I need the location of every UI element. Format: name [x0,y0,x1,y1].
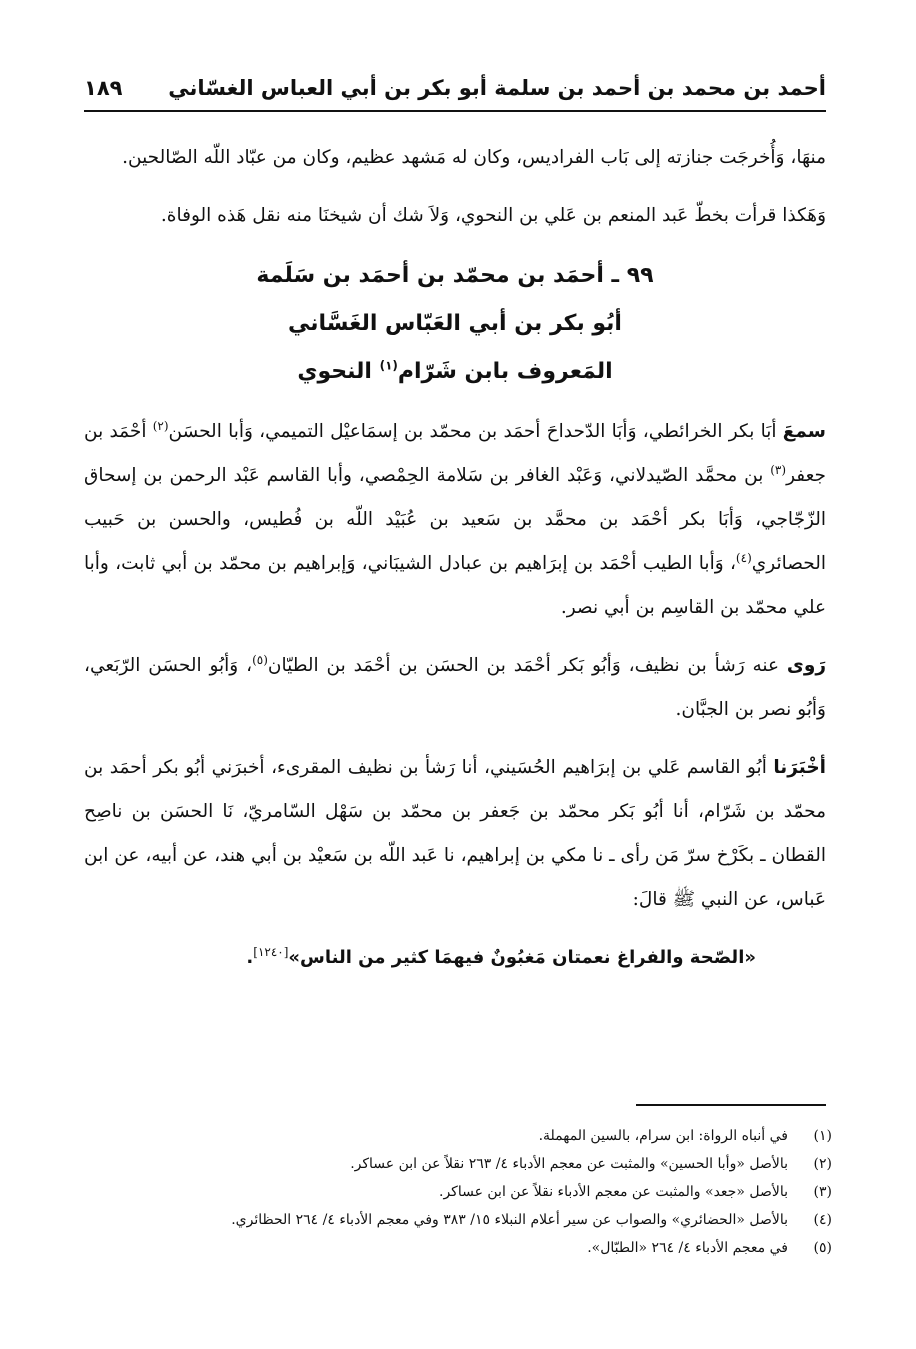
footnote-text: بالأصل «جعد» والمثبت عن معجم الأدباء نقلاً عن ابن عساكر. [439,1184,788,1200]
footnote-number: (٢) [813,1156,832,1172]
running-title: أحمد بن محمد بن أحمد بن سلمة أبو بكر بن أبي العباس الغسّاني [168,76,826,100]
footnotes [84,1122,832,1262]
hadith-text [84,936,826,980]
footnote-text: في أنباه الرواة: ابن سرام، بالسين المهملة. [538,1128,788,1144]
hadith-end: . [246,947,254,968]
entry-heading-line-1: ٩٩ ـ أحمَد بن محمّد بن أحمَد بن سَلَمة [256,263,654,288]
footnote-text: في معجم الأدباء ٤/ ٢٦٤ «الطبّال». [587,1240,788,1256]
paragraph-source-note: وَهَكذا قرأت بخطّ عَبد المنعم بن عَلي بن النحوي، وَلاَ شك أن شيخنَا منه نقل هَذه الوفاة. [160,205,826,226]
footnote-text: بالأصل «وأبا الحسين» والمثبت عن معجم الأدباء ٤/ ٢٦٣ نقلاً عن ابن عساكر. [350,1156,788,1172]
hadith-matn: «الصّحة والفراغ نعمتان مَغبُونٌ فيهمَا كثير من الناس» [288,947,756,968]
footnote [84,1150,832,1178]
entry-heading-line-3 [84,348,826,396]
paragraph-isnad [84,746,826,922]
rawa-text-2: ، وَأبُو الحسَن الرّبَعي، وَأبُو نصر بن الجبَّان. [84,655,826,720]
footnote-ref-2: (٢) [152,418,169,433]
paragraph-rawa [84,644,826,732]
footnote-number: (٣) [813,1184,832,1200]
entry-heading [84,252,826,396]
paragraph-burial: منهَا، وَأُخرجَت جنازته إلى بَاب الفراديس، وكان له مَشهد عظيم، وكان من عبّاد اللّه الصّالحين. [122,147,826,168]
rawa-text-1: عنه رَشأ بن نظيف، وَأبُو بَكر أحْمَد بن الحسَن بن أحْمَد بن الطيّان [267,655,787,676]
footnote [84,1234,832,1262]
footnote [84,1206,832,1234]
page-header [84,66,826,112]
footnote-ref-1: (١) [379,358,398,373]
sama-text-1: أبَا بكر الخرائطي، وَأبَا الدّحداحَ أحمَد بن محمّد بن إسمَاعيْل التميمي، وَأبا الحسَن [168,421,783,442]
footnote-number: (١) [813,1128,832,1144]
sama-text-4: ، وَأبا الطيب أحْمَد بن إبرَاهيم بن عبادل الشيبَاني، وَإبراهيم بن محمّد بن أبي ثابت، وأبا علي محمّد بن القاسِم بن أبي نصر. [84,553,826,618]
footnote-ref-4: (٤) [735,550,752,565]
main-text [84,136,826,994]
footnote-ref-3: (٣) [770,462,787,477]
footnote-divider [636,1104,826,1106]
paragraph-sama [84,410,826,630]
sama-text-2: أحْمَد بن جعفر [84,421,826,486]
footnote-number: (٤) [813,1212,832,1228]
lead-word-sama: سمعَ [782,421,826,442]
sama-text-3: بن محمَّد الصّيدلاني، وَعَبْد الغافر بن سَلامة الحِمْصي، وأبا القاسم عَبْد الرحمن بن إسحاق الزّجّاجي، وَأبَا بكر أحْمَد بن محمَّد بن سَعيد بن عُبَيْد اللّه بن فُطيس، والحسن بن حَبيب الحصائري [84,465,826,574]
page-number: ١٨٩ [84,76,123,100]
lead-word-akhbarana: أخْبَرَنا [773,757,826,778]
lead-word-rawa: رَوى [786,655,826,676]
entry-heading-line-2: أبُو بكر بن أبي العَبّاس الغَسَّاني [288,311,622,336]
footnote-ref-5: (٥) [252,652,268,667]
footnote-number: (٥) [813,1240,832,1256]
entry-nickname: المَعروف بابن شَرّام [397,359,613,384]
hadith-number: [١٢٤٠] [253,945,289,959]
isnad-text: أبُو القاسم عَلي بن إبرَاهيم الحُسَيني، أنا رَشأ بن نظيف المقرىء، أخبرَني أبُو بكر أحمَد بن محمّد بن شَرّام، أنا أبُو بَكر محمّد بن جَعفر بن محمّد بن سَهْل السّامريّ، نَا الحسَن بن ناصِح القطان ـ بكَرْخ سرّ مَن رأى ـ نا مكي بن إبراهيم، نا عَبد اللّه بن سَعيْد بن أبي هند، عن أبيه، عن ابن عَباس، عن النبي ﷺ قالَ: [84,757,826,910]
footnote-text: بالأصل «الحضائري» والصواب عن سير أعلام النبلاء ١٥/ ٣٨٣ وفي معجم الأدباء ٤/ ٢٦٤ الحظائري. [231,1212,788,1228]
entry-nisba: النحوي [297,359,380,384]
footnote [84,1178,832,1206]
footnote [84,1122,832,1150]
